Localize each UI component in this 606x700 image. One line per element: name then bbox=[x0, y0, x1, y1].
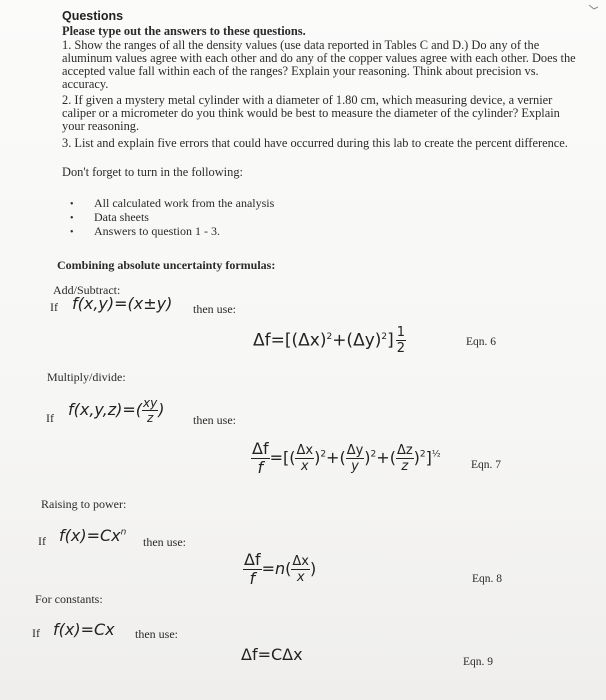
multiply-divide-function: f(x,y,z)=( $\frac{xy}{z}$ ) bbox=[68, 396, 165, 425]
multiply-divide-label: Multiply/divide: bbox=[47, 370, 126, 384]
question-3: 3. List and explain five errors that could have occurred during this lab to create the percent difference. bbox=[62, 136, 568, 150]
eqn-9-label: Eqn. 9 bbox=[463, 656, 494, 668]
multiply-divide-then: then use: bbox=[193, 413, 236, 427]
power-then: then use: bbox=[143, 535, 186, 549]
turn-in-item: • All calculated work from the analysis bbox=[70, 196, 275, 210]
turn-in-item: • Answers to question 1 - 3. bbox=[70, 224, 220, 238]
multiply-divide-if: If bbox=[46, 411, 54, 425]
question-2-line-2: caliper or a micrometer do you think would be best to measure the diameter of the cylinder? Explain bbox=[62, 106, 560, 120]
constants-function: f(x)=Cx bbox=[53, 620, 115, 639]
eqn-7-formula: $\frac{\Delta f}{f}$ =[( $\frac{\Delta x}{x}$ )$^2$+( $\frac{\Delta y}{y}$ )$^2$+( $\frac{\Delta z}{z}$ )$^2$]$^{\frac{1}{2}}$ bbox=[252, 439, 441, 477]
eqn-8-formula: $\frac{\Delta f}{f}$ =n( $\frac{\Delta x}{x}$ ) bbox=[244, 550, 317, 588]
eqn-6-label: Eqn. 6 bbox=[466, 336, 497, 348]
turn-in-reminder: Don't forget to turn in the following: bbox=[62, 165, 243, 179]
eqn-8-label: Eqn. 8 bbox=[472, 573, 503, 585]
constants-then: then use: bbox=[135, 627, 178, 641]
eqn-6-formula: $\Delta f=[(\Delta x)^2+(\Delta y)^2]$ $\frac{1}{2}$ bbox=[253, 325, 406, 356]
eqn-9-formula: Δf=CΔx bbox=[241, 645, 303, 664]
question-1-line-1: 1. Show the ranges of all the density values (use data reported in Tables C and D.) Do any of the bbox=[62, 38, 540, 52]
instruction-heading: Please type out the answers to these questions. bbox=[62, 24, 306, 38]
power-label: Raising to power: bbox=[41, 497, 127, 511]
question-1-line-2: aluminum values agree with each other and do any of the copper values agree with each other. Does the bbox=[62, 51, 576, 65]
power-function: $f(x)=Cx^n$ bbox=[59, 526, 127, 545]
add-subtract-label: Add/Subtract: bbox=[53, 283, 121, 297]
page-corner-arrow-icon bbox=[589, 4, 598, 10]
question-2-line-3: your reasoning. bbox=[62, 119, 140, 133]
page-title: Questions bbox=[62, 9, 124, 23]
power-if: If bbox=[38, 534, 46, 548]
question-2-line-1: 2. If given a mystery metal cylinder with a diameter of 1.80 cm, which measuring device, a vernier bbox=[62, 93, 553, 107]
add-subtract-function: f(x,y)=(x±y) bbox=[72, 294, 173, 313]
add-subtract-if: If bbox=[50, 300, 58, 314]
question-1-line-3: accepted value fall within each of the ranges? Explain your reasoning. Think about precision vs. bbox=[62, 64, 539, 78]
turn-in-item: • Data sheets bbox=[70, 210, 149, 224]
constants-label: For constants: bbox=[35, 592, 103, 606]
constants-if: If bbox=[32, 626, 40, 640]
eqn-7-label: Eqn. 7 bbox=[471, 459, 502, 471]
formulas-heading: Combining absolute uncertainty formulas: bbox=[57, 258, 276, 272]
add-subtract-then: then use: bbox=[193, 302, 236, 316]
question-1-line-4: accuracy. bbox=[62, 77, 109, 91]
